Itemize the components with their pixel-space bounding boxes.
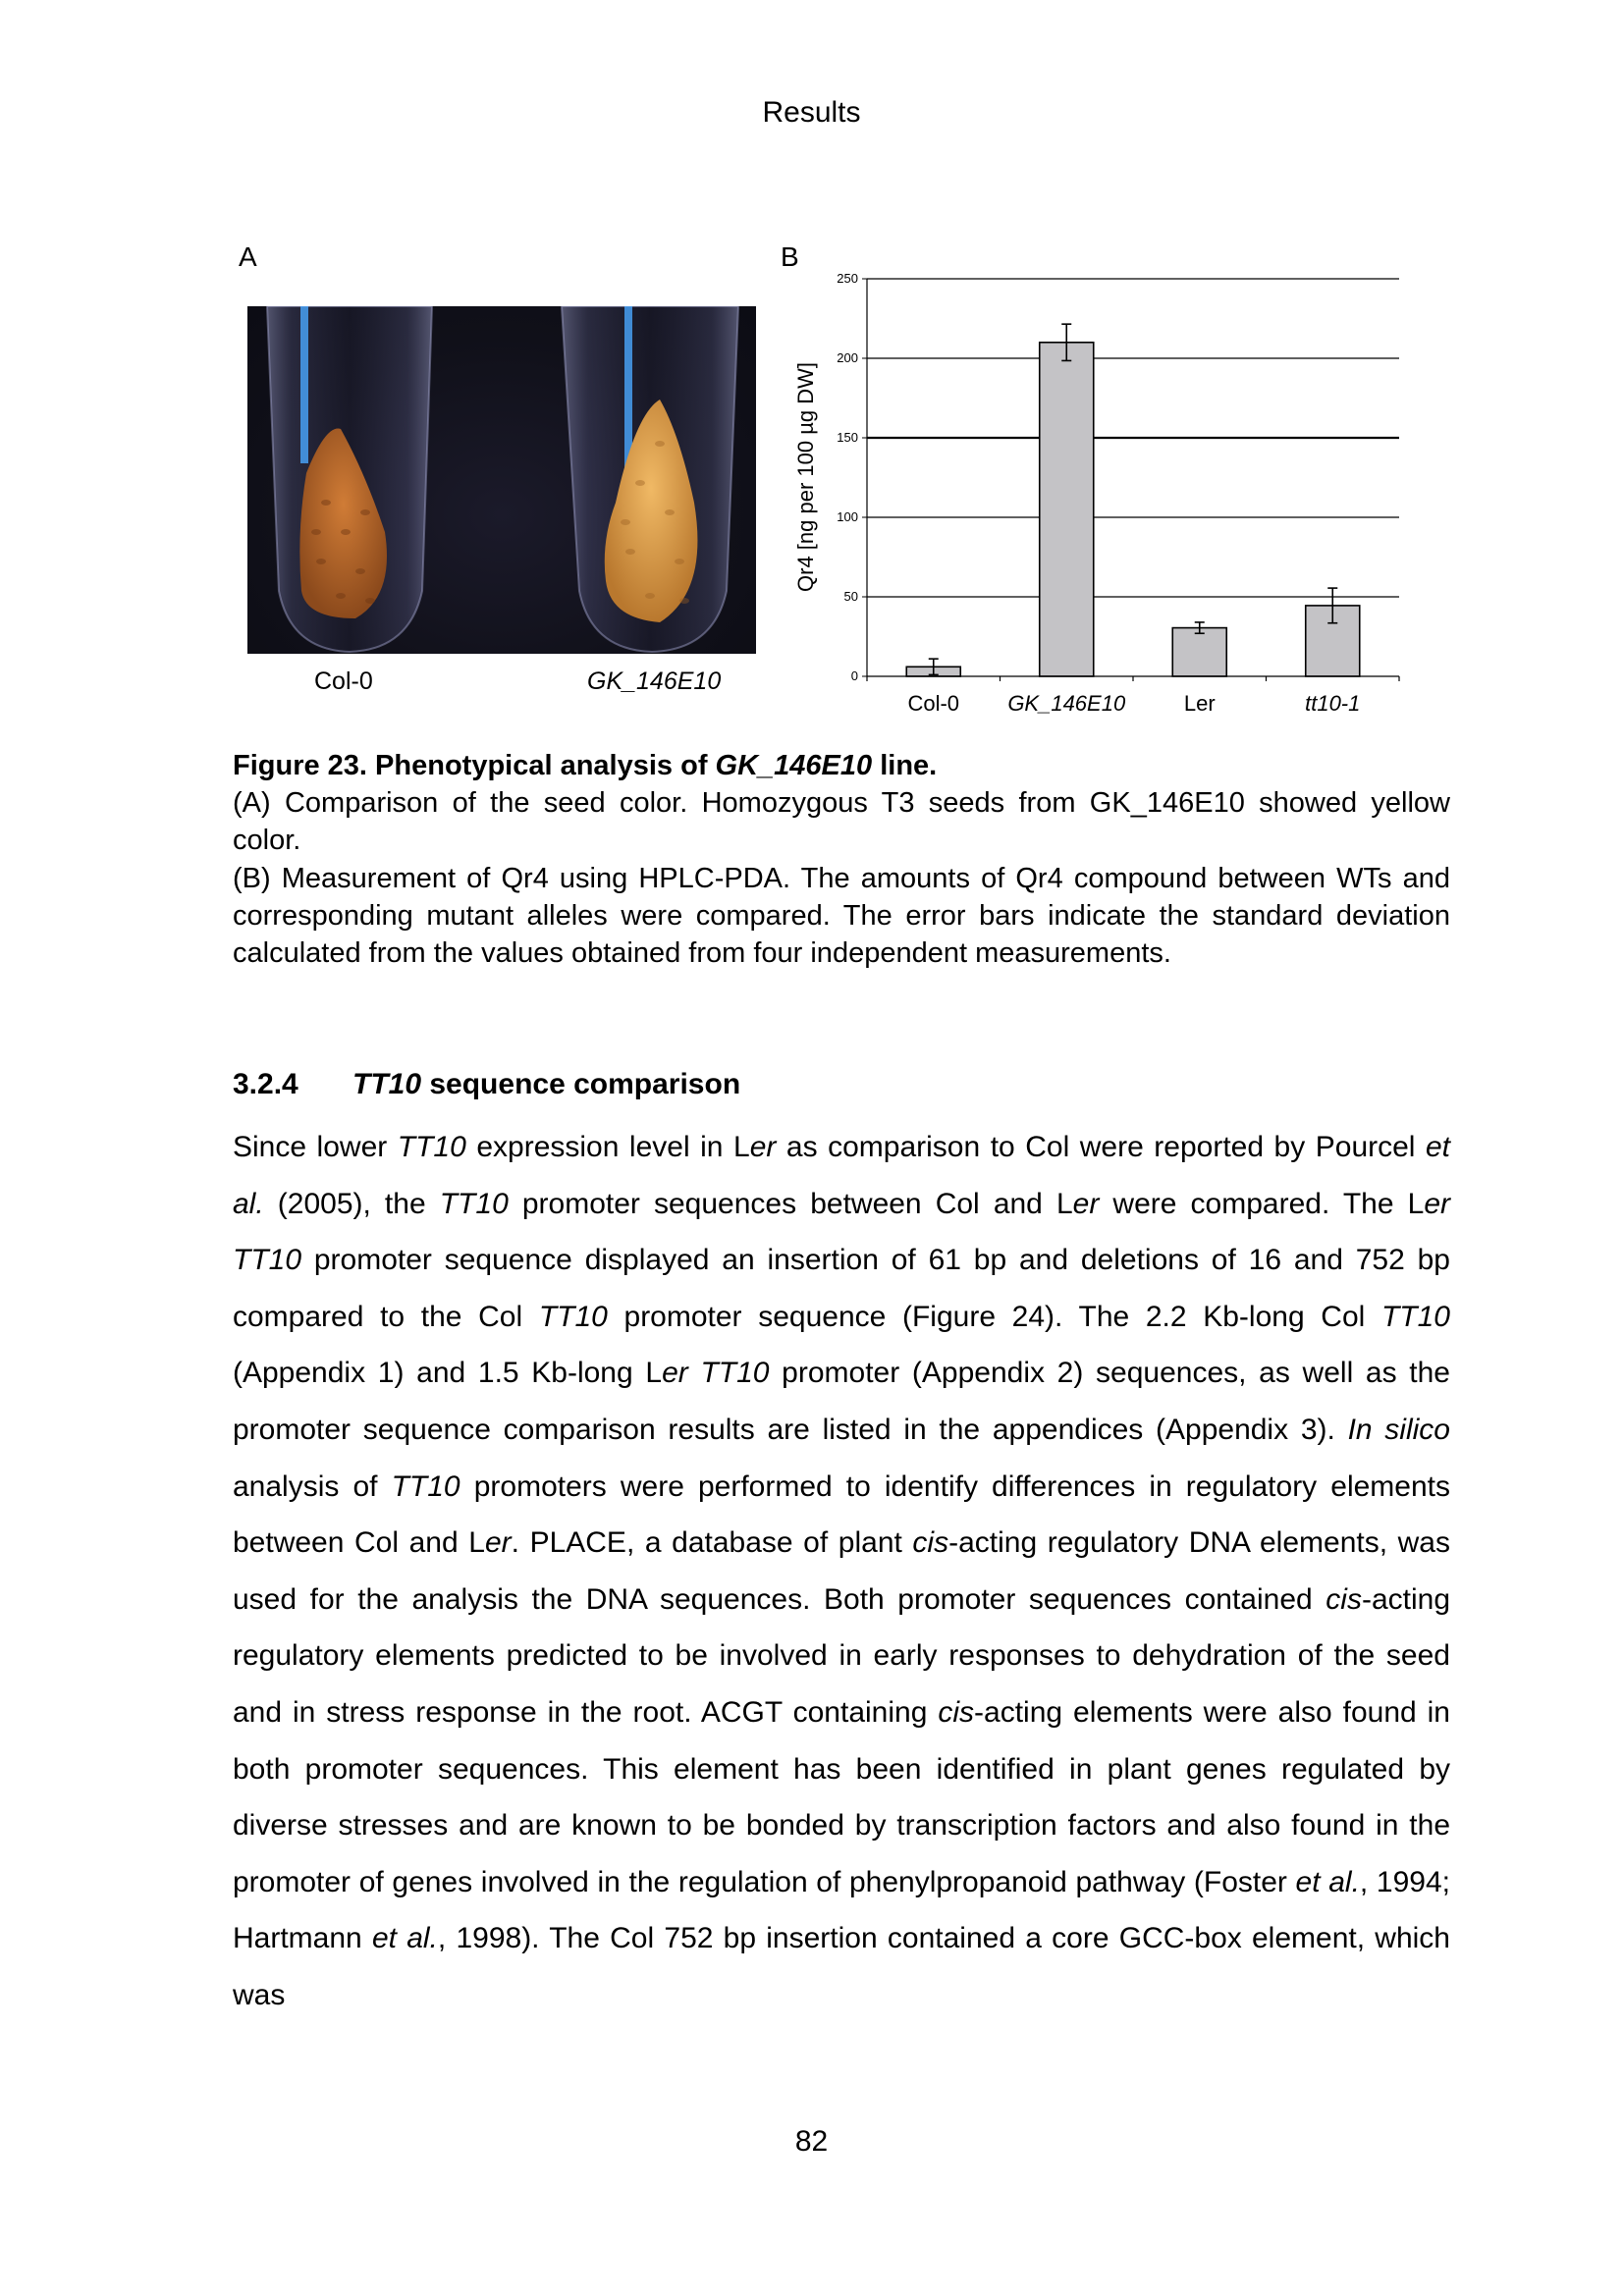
text-run: promoter (Appendix 2) sequences, as well as the promoter sequence comparison results are listed in the appendices (Appendix 3).: [233, 1357, 1450, 1446]
y-tick-label: 150: [837, 430, 858, 445]
italic-run: et al.: [233, 1131, 1451, 1220]
chart-x-tick-labels: [907, 691, 1360, 716]
italic-run: TT10: [233, 1244, 302, 1277]
italic-run: er: [484, 1526, 512, 1560]
italic-run: et al.: [371, 1922, 438, 1955]
italic-run: TT10: [397, 1131, 466, 1163]
chart-y-axis-label: Qr4 [ng per 100 µg DW]: [793, 362, 818, 592]
text-run: were compared. The L: [1099, 1187, 1425, 1220]
caption-title-italic: GK_146E10: [715, 750, 873, 781]
text-run: expression level in L: [465, 1131, 750, 1163]
text-run: promoter sequences between Col and L: [508, 1187, 1073, 1220]
italic-run: er: [749, 1131, 777, 1163]
page-number: 82: [794, 2125, 829, 2158]
text-run: promoter sequence displayed an insertion of 61 bp and deletions of 16 and 752 bp compared to the Col: [233, 1244, 1450, 1333]
section-number: 3.2.4: [233, 1068, 298, 1100]
text-run: . PLACE, a database of plant: [511, 1526, 913, 1560]
y-tick-label: 50: [843, 589, 858, 604]
seed-tubes-photo: [247, 306, 756, 654]
italic-run: cis: [912, 1526, 949, 1560]
text-run: (Appendix 1) and 1.5 Kb-long L: [233, 1357, 663, 1390]
italic-run: TT10: [700, 1357, 770, 1390]
text-run: -acting elements were also found in both promoter sequences. This element has been identified in plant genes regulated by diverse stresses and are known to be bonded by transcription factors and also found in the promoter of genes involved in the regulation of phenylpropanoid pathway (Foster: [233, 1695, 1450, 1898]
text-run: analysis of: [233, 1469, 392, 1503]
bar-gk-146e10: [1040, 343, 1094, 676]
text-run: promoters were performed to identify differences in regulatory elements between Col and L: [233, 1469, 1450, 1560]
caption-title-prefix: Figure 23. Phenotypical analysis of: [233, 750, 716, 781]
photo-label-gk146e10: GK_146E10: [587, 667, 722, 695]
caption-part-b: (B) Measurement of Qr4 using HPLC-PDA. The amounts of Qr4 compound between WTs and corresponding mutant alleles were compared. The error bars indicate the standard deviation calculated from the values obtained from four independent measurements.: [233, 863, 1450, 969]
text-run: , 1998). The Col 752 bp insertion contained a core GCC-box element, which was: [233, 1922, 1450, 2011]
body-text: [233, 1119, 1450, 2024]
chart-bars: [906, 324, 1360, 676]
italic-run: er: [1424, 1187, 1450, 1220]
italic-run: TT10: [391, 1469, 460, 1503]
qr4-bar-chart: [776, 265, 1424, 736]
text-run: , 1994; Hartmann: [233, 1865, 1450, 1955]
section-title-italic: TT10: [352, 1068, 422, 1100]
text-run: Since lower: [233, 1131, 398, 1163]
text-run: (2005), the: [263, 1187, 440, 1220]
body-paragraph: [233, 1119, 1450, 2024]
figure-caption-title: [233, 747, 1450, 784]
text-run: [688, 1357, 701, 1389]
seed-tubes-illustration: [247, 306, 756, 654]
caption-part-a: (A) Comparison of the seed color. Homozygous T3 seeds from GK_146E10 showed yellow color.: [233, 787, 1450, 856]
x-tick-label: Col-0: [907, 691, 960, 716]
x-tick-label: GK_146E10: [1007, 691, 1126, 716]
x-tick-label: Ler: [1183, 691, 1216, 716]
y-tick-label: 100: [837, 509, 858, 524]
chart-y-tick-labels: [837, 271, 867, 683]
panel-b-letter: B: [781, 241, 799, 272]
y-tick-label: 0: [850, 668, 858, 683]
text-run: -acting regulatory elements predicted to be involved in early responses to dehydration of the seed and in stress response in the root. ACGT containing: [233, 1582, 1450, 1729]
italic-run: In silico: [1347, 1413, 1450, 1446]
italic-run: TT10: [439, 1187, 509, 1220]
chart-gridlines: [867, 279, 1399, 597]
italic-run: cis: [938, 1695, 975, 1729]
x-tick-label: tt10-1: [1305, 691, 1361, 716]
italic-run: er: [1072, 1187, 1100, 1220]
italic-run: TT10: [1380, 1300, 1450, 1333]
panel-a-letter: A: [239, 241, 257, 272]
running-header: Results: [762, 96, 861, 129]
y-tick-label: 200: [837, 350, 858, 365]
italic-run: cis: [1325, 1582, 1362, 1616]
text-run: as comparison to Col were reported by Pourcel: [776, 1131, 1426, 1163]
y-tick-label: 250: [837, 271, 858, 286]
italic-run: TT10: [538, 1300, 608, 1333]
section-title-rest: sequence comparison: [421, 1068, 741, 1100]
photo-label-col0: Col-0: [314, 667, 373, 695]
italic-run: et al.: [1295, 1865, 1360, 1898]
italic-run: er: [662, 1357, 688, 1390]
bar-ler: [1172, 628, 1226, 676]
text-run: -acting regulatory DNA elements, was used for the analysis the DNA sequences. Both promoter sequences contained: [233, 1526, 1450, 1616]
section-heading: [233, 1068, 740, 1101]
text-run: promoter sequence (Figure 24). The 2.2 Kb-long Col: [607, 1300, 1381, 1333]
caption-title-suffix: line.: [872, 750, 938, 781]
